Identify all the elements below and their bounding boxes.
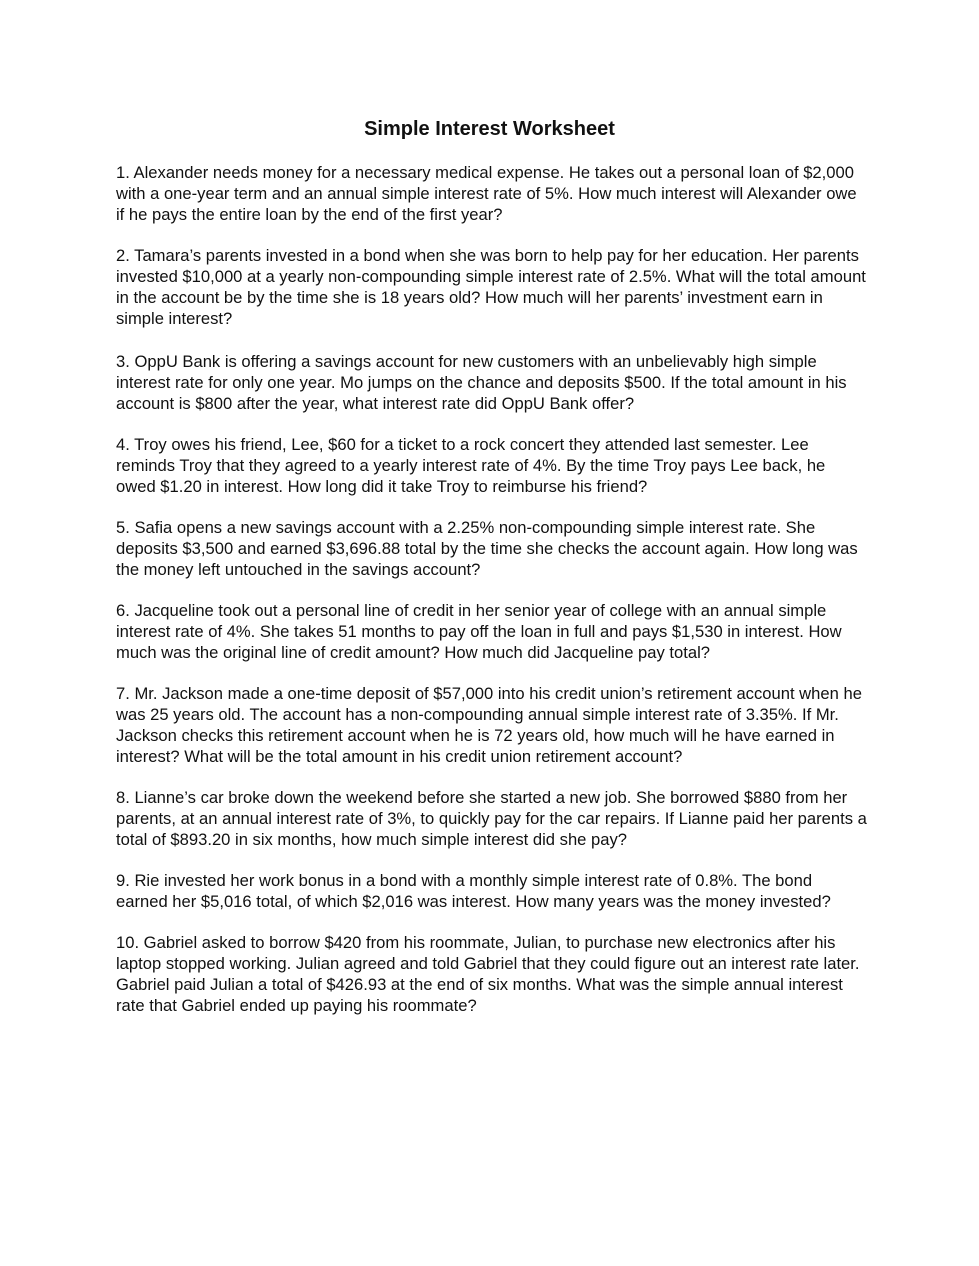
question-list xyxy=(116,162,868,1036)
question-5: 5. Safia opens a new savings account with a 2.25% non-compounding simple interest rate. She deposits $3,500 and earned $3,696.88 total by the time she checks the account again. How long was the money left untouched in the savings account? xyxy=(116,518,858,579)
question-1: 1. Alexander needs money for a necessary medical expense. He takes out a personal loan of $2,000 with a one-year term and an annual simple interest rate of 5%. How much interest will Alexander owe if he pays the entire loan by the end of the first year? xyxy=(116,163,857,224)
question-3: 3. OppU Bank is offering a savings account for new customers with an unbelievably high simple interest rate for only one year. Mo jumps on the chance and deposits $500. If the total amount in his account is $800 after the year, what interest rate did OppU Bank offer? xyxy=(116,352,847,413)
question-6: 6. Jacqueline took out a personal line of credit in her senior year of college with an annual simple interest rate of 4%. She takes 51 months to pay off the loan in full and pays $1,530 in interest. How much was the original line of credit amount? How much did Jacqueline pay total? xyxy=(116,601,842,662)
question-7: 7. Mr. Jackson made a one-time deposit of $57,000 into his credit union’s retirement account when he was 25 years old. The account has a non-compounding annual simple interest rate of 3.35%. If Mr. Jackson checks this retirement account when he is 72 years old, how much will he have earned in interest? What will be the total amount in his credit union retirement account? xyxy=(116,684,862,766)
question-8: 8. Lianne’s car broke down the weekend before she started a new job. She borrowed $880 from her parents, at an annual interest rate of 3%, to quickly pay for the car repairs. If Lianne paid her parents a total of $893.20 in six months, how much simple interest did she pay? xyxy=(116,788,867,849)
question-2: 2. Tamara’s parents invested in a bond when she was born to help pay for her education. Her parents invested $10,000 at a yearly non-compounding simple interest rate of 2.5%. What will the total amount in the account be by the time she is 18 years old? How much will her parents’ investment earn in simple interest? xyxy=(116,246,866,328)
worksheet-title: Simple Interest Worksheet xyxy=(364,118,615,140)
question-10: 10. Gabriel asked to borrow $420 from his roommate, Julian, to purchase new electronics after his laptop stopped working. Julian agreed and told Gabriel that they could figure out an interest rate later. Gabriel paid Julian a total of $426.93 at the end of six months. What was the simple annual interest rate that Gabriel ended up paying his roommate? xyxy=(116,933,860,1015)
question-9: 9. Rie invested her work bonus in a bond with a monthly simple interest rate of 0.8%. The bond earned her $5,016 total, of which $2,016 was interest. How many years was the money invested? xyxy=(116,871,831,911)
question-4: 4. Troy owes his friend, Lee, $60 for a ticket to a rock concert they attended last semester. Lee reminds Troy that they agreed to a yearly interest rate of 4%. By the time Troy pays Lee back, he owed $1.20 in interest. How long did it take Troy to reimburse his friend? xyxy=(116,435,826,496)
